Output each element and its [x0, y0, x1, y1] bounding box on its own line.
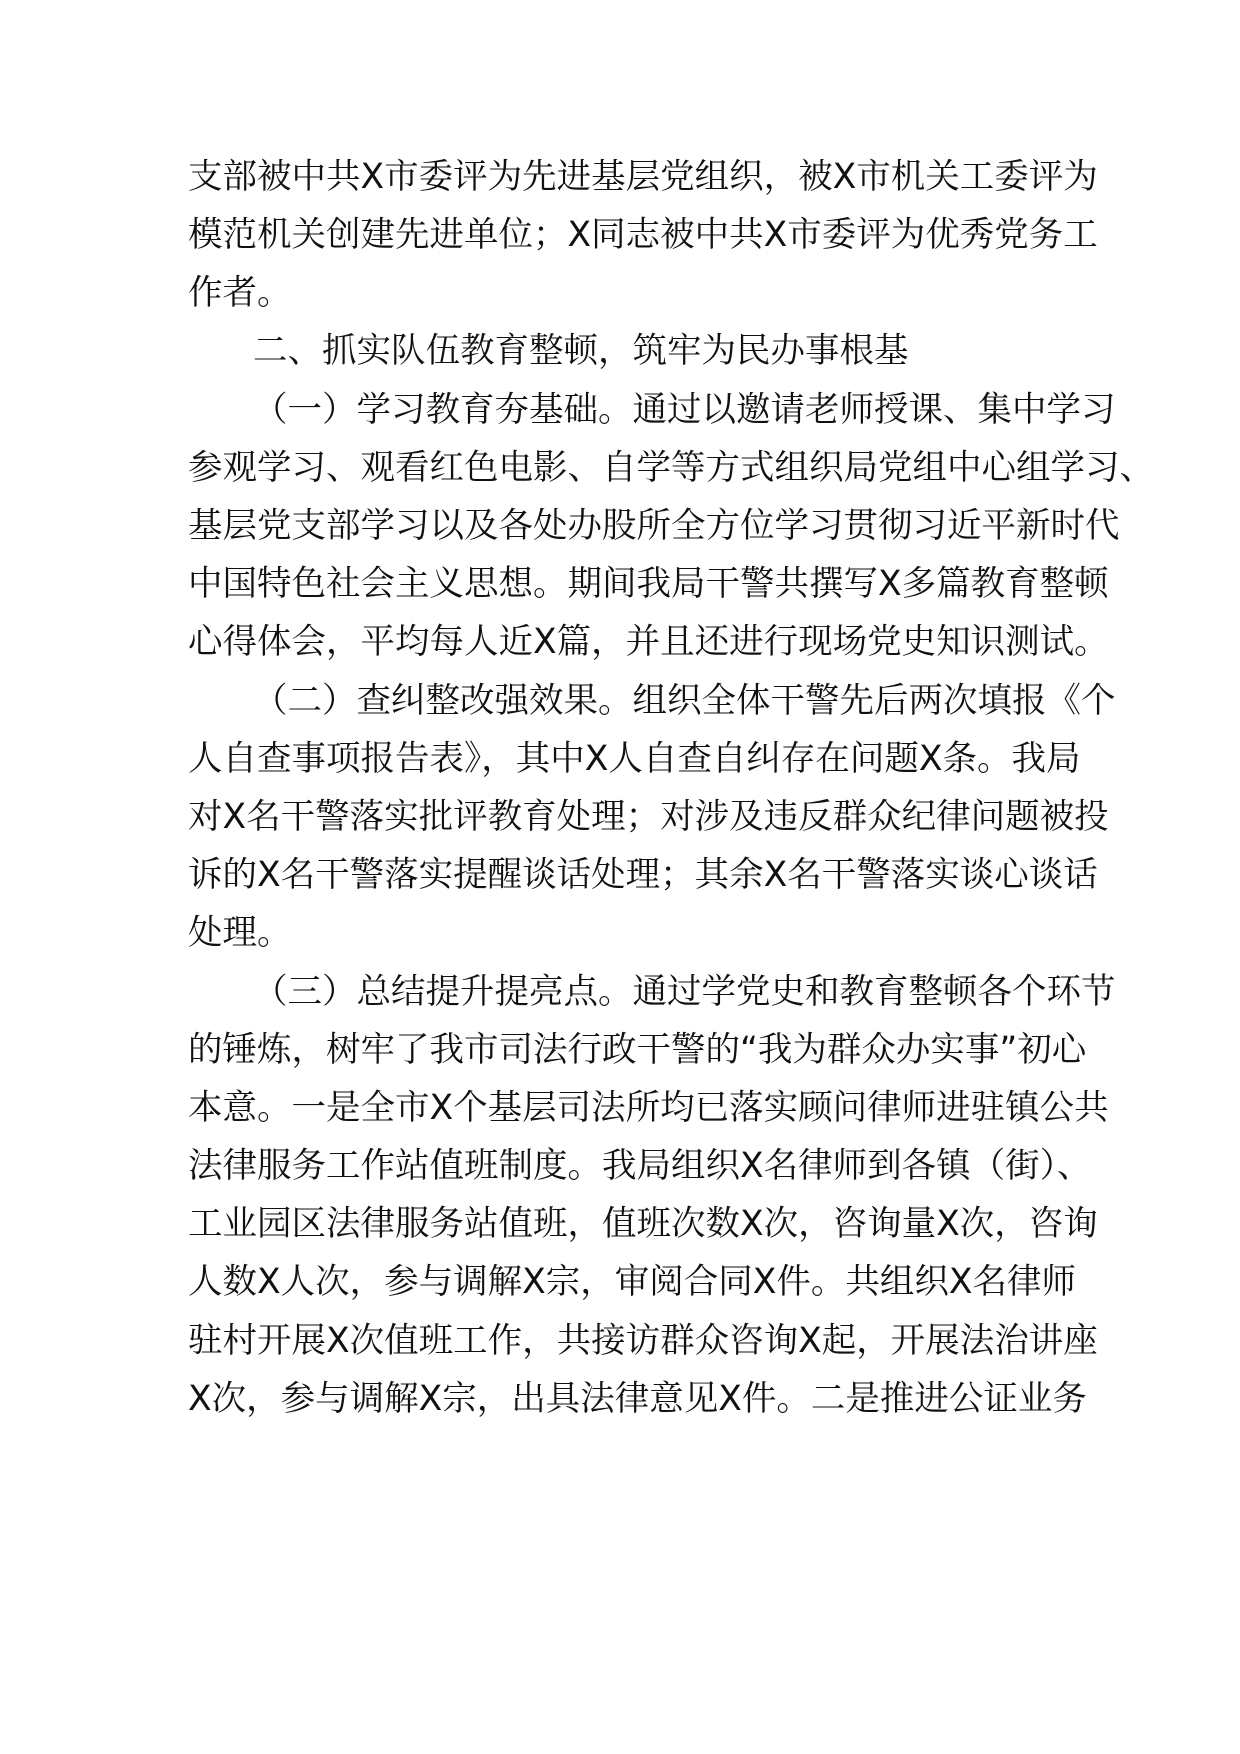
text-line: 的锤炼，树牢了我市司法行政干警的“我为群众办实事”初心	[188, 1030, 1087, 1070]
text-line: 法律服务工作站值班制度。我局组织X名律师到各镇（街）、	[188, 1146, 1092, 1186]
text-line: 基层党支部学习以及各处办股所全方位学习贯彻习近平新时代	[188, 506, 1120, 546]
text-line: 人数X人次，参与调解X宗，审阅合同X件。共组织X名律师	[188, 1262, 1077, 1302]
text-line: （一）学习教育夯基础。通过以邀请老师授课、集中学习	[253, 390, 1116, 430]
text-line: 作者。	[188, 273, 292, 313]
text-line: 心得体会，平均每人近X篇，并且还进行现场党史知识测试。	[188, 622, 1109, 662]
text-line: 中国特色社会主义思想。期间我局干警共撰写X多篇教育整顿	[188, 564, 1109, 604]
text-line: 工业园区法律服务站值班，值班次数X次，咨询量X次，咨询	[188, 1204, 1098, 1244]
text-line: 本意。一是全市X个基层司法所均已落实顾问律师进驻镇公共	[188, 1088, 1109, 1128]
text-line: 参观学习、观看红色电影、自学等方式组织局党组中心组学习、	[188, 448, 1154, 488]
text-line: X次，参与调解X宗，出具法律意见X件。二是推进公证业务	[188, 1379, 1087, 1419]
text-line: 支部被中共X市委评为先进基层党组织，被X市机关工委评为	[188, 157, 1098, 197]
text-line: 诉的X名干警落实提醒谈话处理；其余X名干警落实谈心谈话	[188, 855, 1098, 895]
text-line: 对X名干警落实批评教育处理；对涉及违反群众纪律问题被投	[188, 797, 1109, 837]
text-line: 人自查事项报告表》，其中X人自查自纠存在问题X条。我局	[188, 739, 1081, 779]
text-line: 驻村开展X次值班工作，共接访群众咨询X起，开展法治讲座	[188, 1321, 1098, 1361]
text-line: 模范机关创建先进单位；X同志被中共X市委评为优秀党务工	[188, 215, 1098, 255]
text-line: （二）查纠整改强效果。组织全体干警先后两次填报《个	[253, 681, 1116, 721]
section-heading: 二、抓实队伍教育整顿，筑牢为民办事根基	[253, 331, 909, 371]
text-line: （三）总结提升提亮点。通过学党史和教育整顿各个环节	[253, 972, 1116, 1012]
text-line: 处理。	[188, 913, 292, 953]
